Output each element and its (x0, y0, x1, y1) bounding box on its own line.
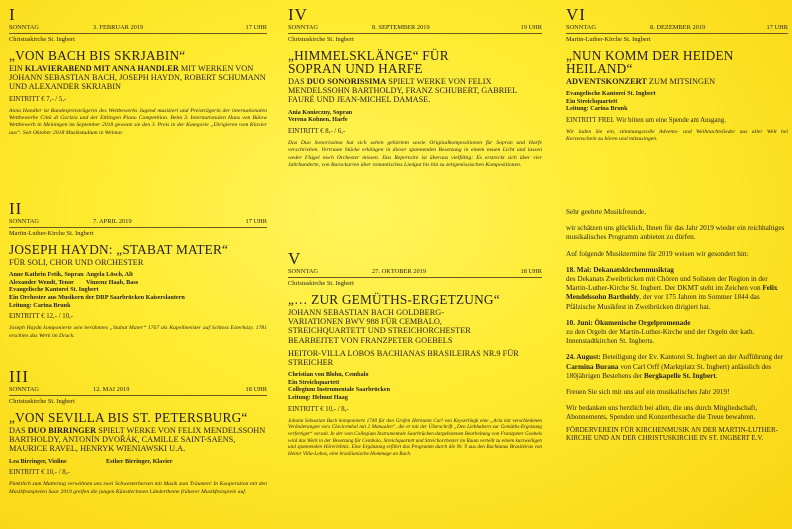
column-left (9, 0, 267, 529)
event-title: „VON BACH BIS SKRJABIN“ (9, 48, 186, 63)
event-performers (566, 90, 788, 113)
event-day: SONNTAG (288, 268, 319, 275)
event-meta (9, 23, 267, 34)
event-entry: EINTRITT € 12,- / 10,- (9, 313, 74, 321)
performer: Collegium Instrumentale Saarbrücken (288, 386, 391, 394)
column-right (566, 0, 788, 529)
event-subtitle (288, 77, 542, 105)
event-performers (9, 458, 267, 466)
performer: Esther Birringer, Klavier (106, 457, 173, 465)
performer-row (9, 279, 267, 287)
event-meta (288, 23, 542, 34)
event-time: 19 UHR (520, 24, 542, 31)
letter-item-2 (566, 319, 788, 347)
event-2 (9, 200, 267, 340)
event-venue: Christuskirche St. Ingbert (9, 398, 75, 405)
event-entry: EINTRITT € 8,- / 6,- (288, 127, 346, 135)
event-meta (9, 385, 267, 396)
item-heading: 10. Juni: Ökumenische Orgelpromenade (566, 318, 691, 327)
subtitle-bold: DUO BIRRINGER (27, 426, 97, 435)
performer: Evangelische Kantorei St. Ingbert (9, 286, 99, 294)
item-text: . (715, 371, 718, 380)
letter-item-1 (566, 266, 788, 312)
event-entry: EINTRITT € 7,- / 5,- (9, 95, 67, 103)
event-time: 17 UHR (766, 24, 788, 31)
event-meta (566, 23, 788, 34)
event-venue: Martin-Luther-Kirche St. Ingbert (9, 230, 94, 237)
performer: Angela Lösch, Alt (86, 271, 133, 279)
item-bold: Carmina Burana (566, 362, 619, 371)
event-note: Anna Handler ist Bundespreisträgerin des Wettbewerbs Jugend musiziert und Preisträgerin der internationalen Wettbewerbe Città di Gorizia und der Ettlingen Piano Competition. Beim 3. Internationalen Hans von Bülow Wettbewerb in Meiningen im September 2018 gewann sie den 3. Preis in der Kategorie „Dirigieren vom Klavier aus“. Seit Oktober 2018 Musikstudium in Weimar. (9, 107, 267, 136)
event-meta (9, 217, 267, 228)
event-venue: Christuskirche St. Ingbert (288, 280, 354, 287)
item-text: des Dekanats Zweibrücken mit Chören und Solisten der Region in der Martin-Luther-Kirche St. Ingbert. Der DKMT steht im Zeichen von (566, 275, 768, 293)
column-middle (288, 0, 542, 529)
performer: Vinzenz Haab, Bass (86, 278, 139, 286)
performer: Verena Kohnen, Harfe (288, 116, 348, 124)
performer: Evangelische Kantorei St. Ingbert (566, 90, 656, 98)
event-number: II (9, 199, 23, 218)
event-entry: EINTRITT FREI. Wir bitten um eine Spende am Ausgang. (566, 116, 726, 124)
performer: Alexander Wendt, Tenor (9, 278, 74, 286)
subtitle-bold: DUO SONORISSIMA (306, 77, 387, 86)
event-subtitle: FÜR SOLI, CHOR UND ORCHESTER (9, 258, 144, 267)
item-text: von Carl Orff (Marktplatz St. Ingbert) anlässlich des 180jährigen Bestehens der (566, 362, 772, 380)
event-day: SONNTAG (9, 24, 40, 31)
subtitle-bold: KLAVIERABEND MIT ANNA HANDLER (24, 64, 179, 73)
performer-row (9, 271, 267, 279)
letter-signature: FÖRDERVEREIN FÜR KIRCHENMUSIK AN DER MARTIN-LUTHER-KIRCHE UND AN DER CHRISTUSKIRCHE IN ST. INGBERT E.V. (566, 425, 778, 443)
event-note: Joseph Haydn komponierte sein berühmtes „Stabat Mater“ 1767 als Kapellmeister auf Schloss Esterházy. 1781 erschien das Werk im Druck. (9, 325, 267, 339)
event-4 (288, 6, 542, 169)
performer: Ania Konieczny, Sopran (288, 108, 353, 116)
event-title: „… ZUR GEMÜTHS-ERGETZUNG“ (288, 292, 500, 307)
event-number: I (9, 5, 16, 24)
event-number: IV (288, 5, 308, 24)
event-date: 12. MAI 2019 (93, 386, 130, 393)
item-heading: 18. Mai: Dekanatskirchenmusiktag (566, 265, 674, 274)
event-time: 18 UHR (520, 268, 542, 275)
event-entry: EINTRITT € 10,- / 8,- (288, 405, 349, 413)
event-venue: Christuskirche St. Ingbert (288, 36, 354, 43)
event-number: V (288, 249, 302, 268)
item-text: Beteiligung der Ev. Kantorei St. Ingbert an der Aufführung der (600, 353, 783, 362)
event-performers (288, 371, 542, 401)
letter-closing: Freuen Sie sich mit uns auf ein musikalisches Jahr 2019! (566, 388, 730, 397)
event-time: 18 UHR (245, 386, 267, 393)
event-subtitle: JOHANN SEBASTIAN BACH GOLDBERG-VARIATIONEN BWV 988 FÜR CEMBALO, STREICHQUARTETT UND STREICHORCHESTER BEARBEITET VON FRANZPETER GOEBELS (288, 308, 471, 345)
event-title: „VON SEVILLA BIS ST. PETERSBURG“ (9, 410, 248, 425)
letter-greeting: Sehr geehrte Musikfreunde, (566, 208, 647, 216)
subtitle-text: DAS (288, 77, 307, 86)
event-venue: Martin-Luther-Kirche St. Ingbert (566, 36, 651, 43)
letter-thanks: Wir bedanken uns herzlich bei allen, die uns durch Mitgliedschaft, Abonnements, Spenden und Konzertbesuche die Treue bewahren. (566, 404, 758, 422)
event-number: VI (566, 5, 586, 24)
event-number: III (9, 367, 29, 386)
event-meta (288, 267, 542, 278)
subtitle-text: EIN (9, 64, 25, 73)
event-date: 27. OKTOBER 2019 (372, 268, 427, 275)
event-title: JOSEPH HAYDN: „STABAT MATER“ (9, 242, 229, 257)
conductor: Leitung: Carina Brunk (9, 301, 71, 309)
subtitle-text: ZUM MITSINGEN (646, 77, 716, 86)
performer: Christian von Blohn, Cembalo (288, 371, 369, 379)
performer: Ein Streichquartett (566, 97, 618, 105)
letter-pointer: Auf folgende Musiktermine für 2019 weisen wir gesondert hin: (566, 249, 749, 258)
subtitle-text: MIT WERKEN VON JOHANN SEBASTIAN BACH, JOSEPH HAYDN, ROBERT SCHUMANN UND ALEXANDER SKRJABIN (9, 64, 266, 92)
subtitle-bold: ADVENTSKONZERT (566, 77, 647, 86)
letter-item-3 (566, 353, 788, 381)
item-text: , der vor 175 Jahren im Sommer 1844 das Pfälzische Musikfest in Zweibrücken dirigiert hat. (566, 293, 760, 311)
letter-intro: wir schätzen uns glücklich, Ihnen für das Jahr 2019 wieder ein reichhaltiges musikalisches Programm anbieten zu dürfen. (566, 224, 785, 242)
event-note: Wir laden Sie ein, stimmungsvolle Advents- und Weihnachtslieder aus aller Welt bei Kerzenschein zu hören und mitzusingen. (566, 128, 788, 143)
event-1 (9, 6, 267, 137)
event-title: „NUN KOMM DER HEIDEN HEILAND“ (566, 48, 734, 76)
event-note: Johann Sebastian Bach komponierte 1740 für den Grafen Hermann Carl von Keyserlingk eine „Aria mit verschiedenen Veränderungen vors Clavicembal mit 2 Manualen“, die er mit der Überschrift „Den Liebhabern zur Gemüths-Ergetzung verfertiget“ versah. In der vom Collegium Instrumentale Saarbrücken dargebotenen Bearbeitung von Franzpeter Goebels wird das Werk in der Besetzung für Cembalo, Streichquartett und Streichorchester im Raum verteilt zu einem kurzweiligen und spannenden Hörerlebnis. Eine Ergänzung erfährt das Programm durch die Nr. 9 aus den Bachianas Brasileiras von Heitor Villa-Lobos, eine brasilianische Hommage an Bach. (288, 417, 542, 458)
conductor: Leitung: Carina Brunk (566, 105, 628, 113)
conductor: Leitung: Helmut Haag (288, 394, 348, 401)
event-time: 17 UHR (245, 24, 267, 31)
item-bold: Bergkapelle St. Ingbert (644, 371, 716, 380)
event-5 (288, 250, 542, 458)
item-bold: Felix Mendelssohn Bartholdy (566, 284, 778, 302)
event-6 (566, 6, 788, 144)
event-performers (288, 109, 542, 124)
event-day: SONNTAG (9, 386, 40, 393)
event-day: SONNTAG (9, 218, 40, 225)
event-subtitle (9, 64, 267, 92)
event-day: SONNTAG (566, 24, 597, 31)
event-date: 8. DEZEMBER 2019 (650, 24, 706, 31)
welcome-letter (566, 208, 788, 443)
event-date: 3. FEBRUAR 2019 (93, 24, 144, 31)
performer-row (9, 458, 267, 466)
event-date: 7. APRIL 2019 (93, 218, 132, 225)
event-note: Pünktlich zum Muttertag verwöhnen uns zwei Schwesterherzen mit Musik zum Träumen! In Kooperation mit den Musikfestspielen Saar 2019 greifen die jungen Künstlerinnen Ländertheme früherer Musikfestspiele auf. (9, 481, 267, 495)
event-date: 8. SEPTEMBER 2019 (372, 24, 430, 31)
event-title: „HIMMELSKLÄNGE“ FÜR SOPRAN UND HARFE (288, 48, 449, 76)
event-subtitle (9, 426, 267, 454)
event-3 (9, 368, 267, 496)
event-performers (9, 271, 267, 309)
subtitle-text: DAS (9, 426, 28, 435)
performer: Lea Birringer, Violine (9, 457, 67, 465)
event-entry: EINTRITT € 10,- / 8,- (9, 469, 70, 477)
event-subtitle (566, 77, 788, 86)
event-time: 17 UHR (245, 218, 267, 225)
item-text: zu den Orgeln der Martin-Luther-Kirche und der Orgeln der kath. Innenstadtkirchen St. Ingberts. (566, 328, 755, 346)
item-heading: 24. August: (566, 353, 601, 362)
performer: Anne Kathrin Fetik, Sopran (9, 271, 84, 279)
event-day: SONNTAG (288, 24, 319, 31)
event-note: Das Duo Sonorissima hat sich selten gehörtem sowie Originalkompositionen für Sopran und Harfe verschrieben. Vertraute Stücke erklingen in dieser spannenden Besetzung in einem neuen Licht und lassen weder Flügel noch Orchester missen. Das Repertoire ist überaus vielfältig: Es erstreckt sich über vier Jahrhunderte, von Barockarien über romantisches Liedgut bis hin zu zeitgenössischen Kompositionen. (288, 139, 542, 169)
subtitle-text: SPIELT WERKE VON FELIX MENDELSSOHN BARTHOLDY, ANTONÍN DVOŘÁK, CAMILLE SAINT-SAENS, MAURICE RAVEL, HENRYK WIENIAWSKI U.A. (9, 426, 266, 454)
subtitle-text: SPIELT WERKE VON FELIX MENDELSSOHN BARTHOLDY, FRANZ SCHUBERT, GABRIEL FAURÉ UND JEAN-MICHEL DAMASE. (288, 77, 517, 105)
event-venue: Christuskirche St. Ingbert (9, 36, 75, 43)
event-subtitle-2: HEITOR-VILLA LOBOS BACHIANAS BRASILEIRAS NR.9 FÜR STREICHER (288, 348, 519, 368)
performer: Ein Orchester aus Musikern der DRP Saarbrücken Kaiserslautern (9, 293, 185, 301)
performer: Ein Streichquartett (288, 378, 340, 386)
